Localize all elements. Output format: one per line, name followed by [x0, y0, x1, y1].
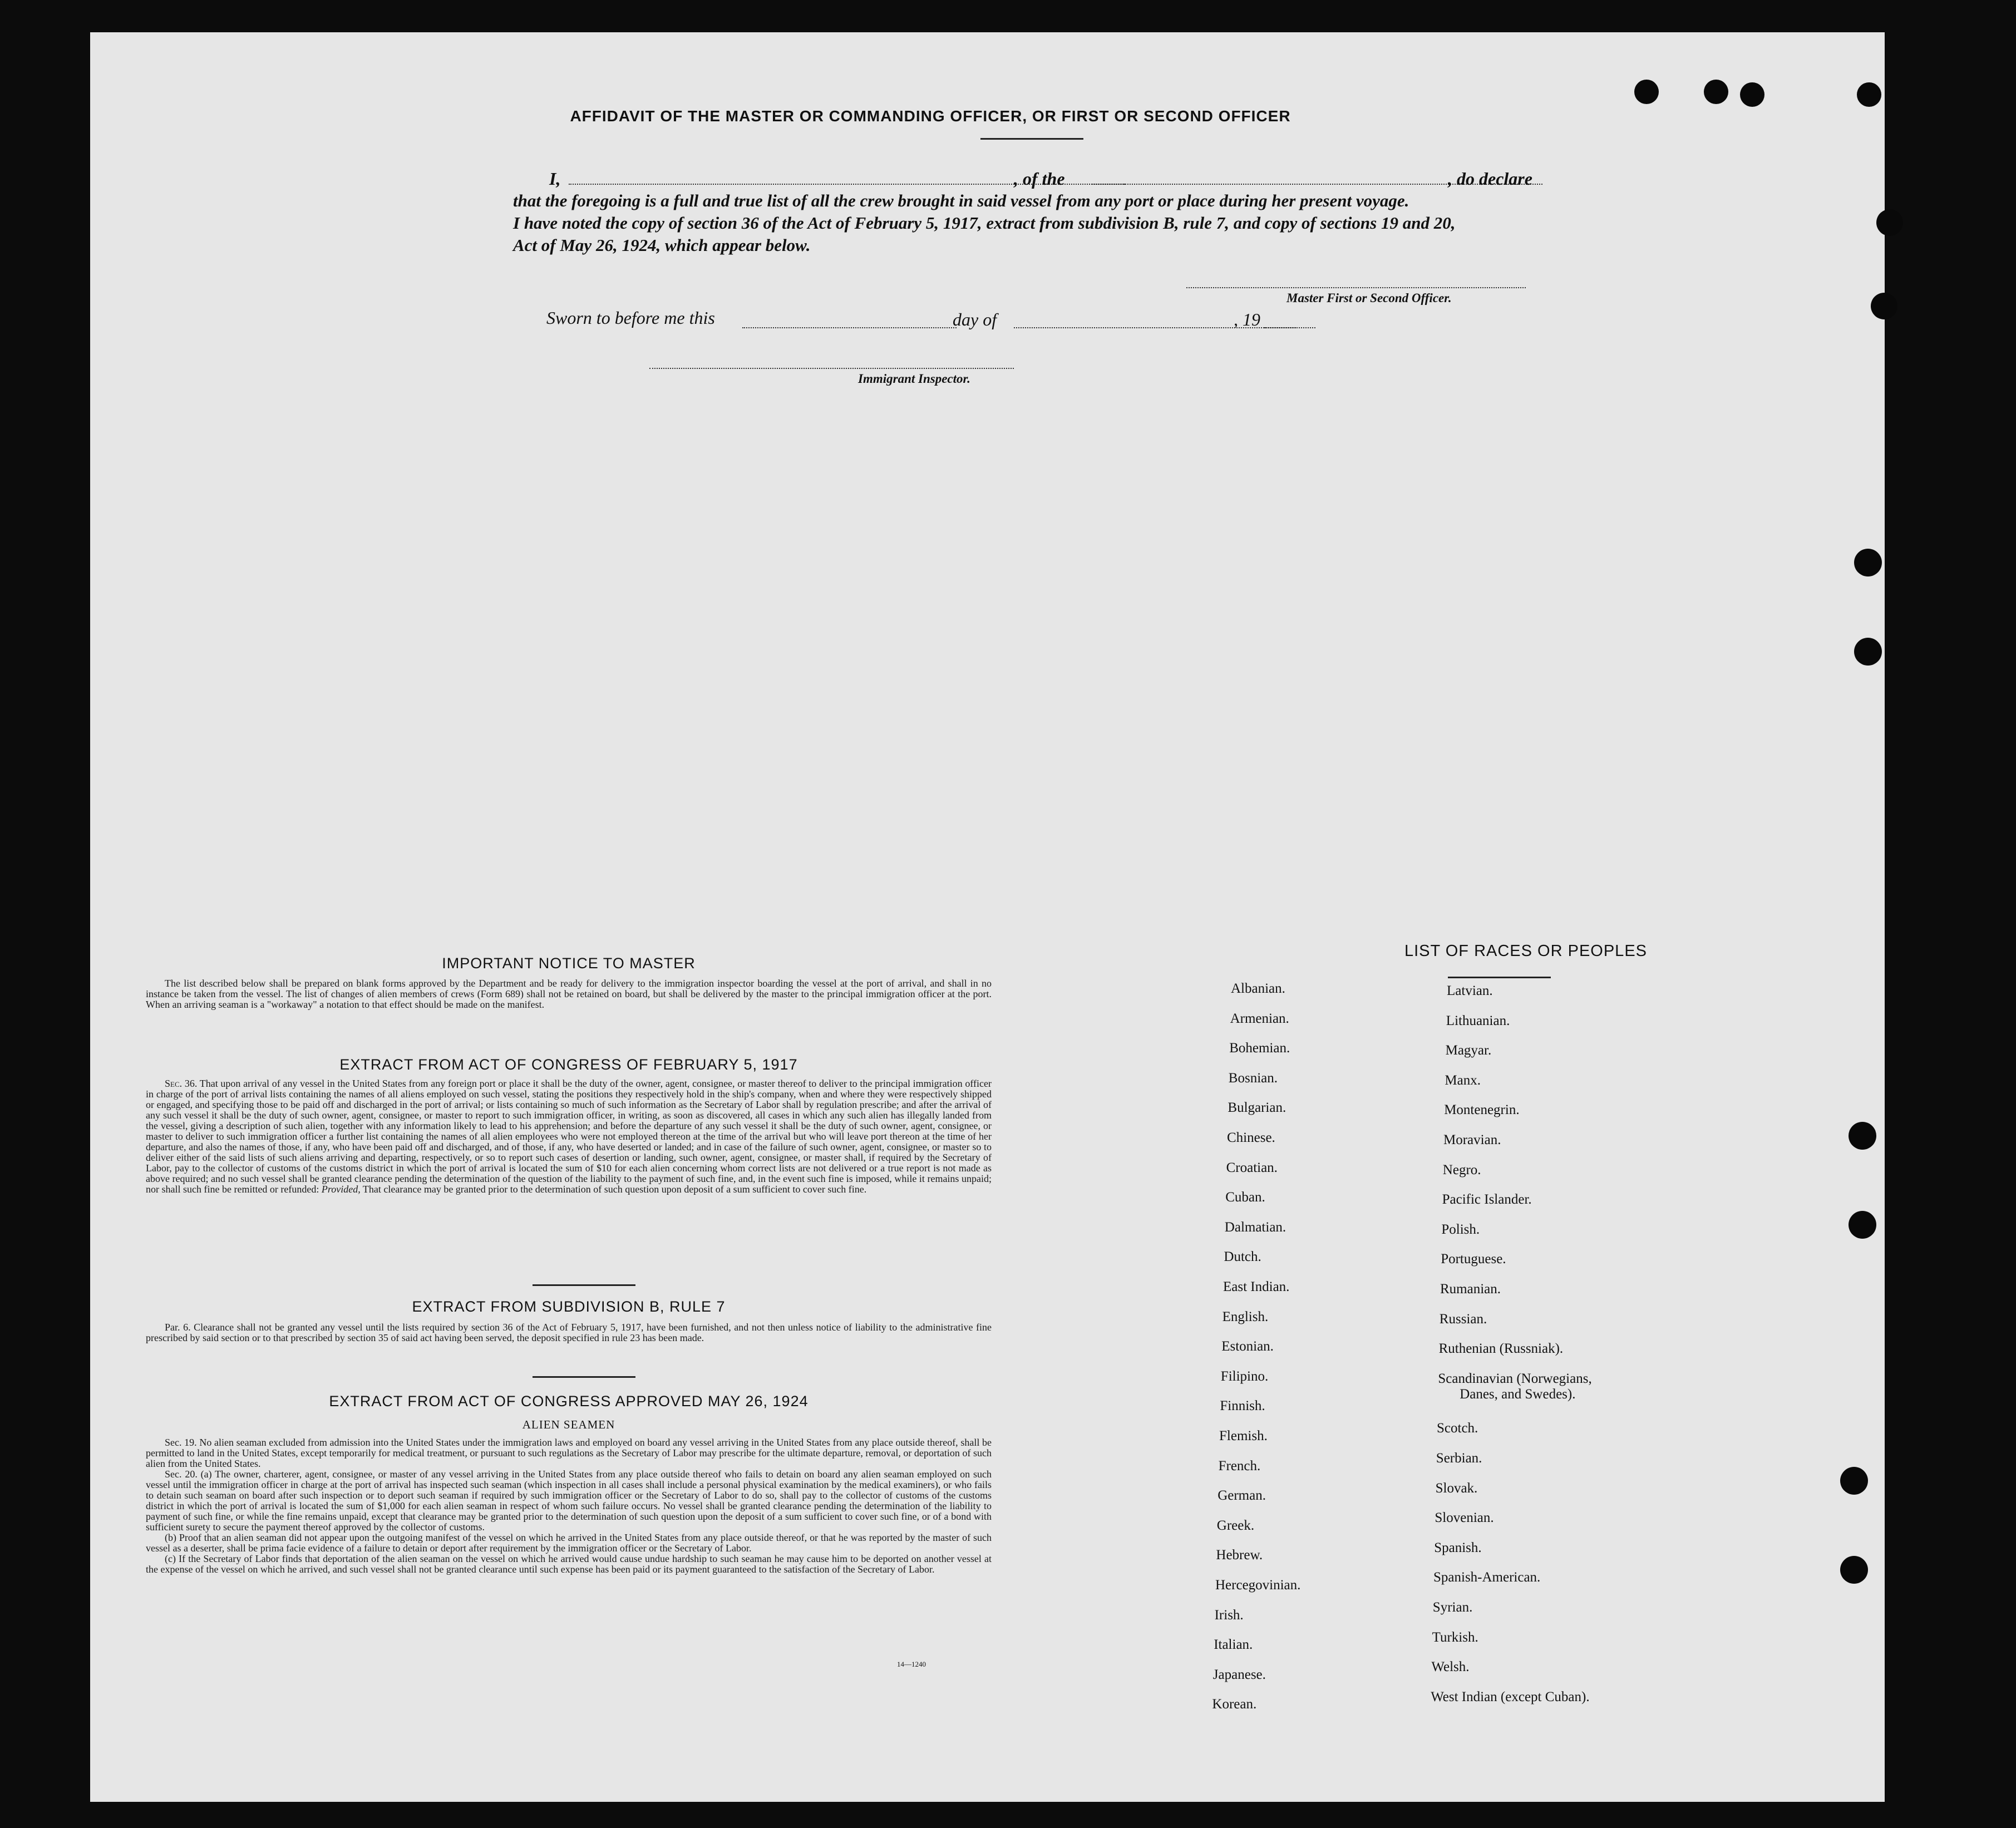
race-item: Welsh. [1431, 1659, 1470, 1675]
extract-1924-title: EXTRACT FROM ACT OF CONGRESS APPROVED MAY 26, 1924 [329, 1393, 809, 1410]
signature-line[interactable] [1186, 287, 1526, 288]
race-item: Scandinavian (Norwegians, [1438, 1371, 1592, 1386]
sec-19-paragraph: Sec. 19. No alien seaman excluded from admission into the United States under the immigration laws and employed on board any vessel arriving in the United States from any place outside thereof, shall be permitted to land in the United States, except temporarily for medical treatment, or pursuant to such regulations as the Secretary of Labor may prescribe for the ultimate departure, removal, or deportation of such alien from the United States. [146, 1437, 992, 1469]
sec-20b-paragraph: (b) Proof that an alien seaman did not appear upon the outgoing manifest of the vessel on which he arrived in the United States from any place outside thereof, or that he was reported by the master of such vessel as a deserter, shall be prima facie evidence of a failure to detain or deport after requirement by the immigration officer or the Secretary of Labor. [146, 1532, 992, 1554]
race-item: English. [1222, 1309, 1269, 1324]
race-item: Spanish-American. [1433, 1570, 1541, 1585]
race-item: Cuban. [1225, 1190, 1265, 1205]
affidavit-line-4: Act of May 26, 1924, which appear below. [513, 235, 811, 255]
race-item: West Indian (except Cuban). [1431, 1689, 1590, 1704]
race-item: Bosnian. [1228, 1070, 1278, 1086]
binder-hole [1854, 549, 1882, 577]
binder-hole [1871, 293, 1897, 319]
race-item: Hebrew. [1216, 1548, 1263, 1563]
race-item: Bohemian. [1229, 1041, 1290, 1056]
race-item: Turkish. [1432, 1629, 1478, 1645]
race-item: Finnish. [1220, 1398, 1265, 1414]
signature-caption: Master First or Second Officer. [1287, 291, 1452, 305]
sworn-day-line[interactable] [742, 327, 957, 328]
sec-20a-paragraph: Sec. 20. (a) The owner, charterer, agent, consignee, or master of any vessel arriving in the United States from any place outside thereof who fails to detain on board any alien seaman employed on such vessel until the immigration officer in charge at the port of arrival has inspected such seaman (which inspection in all cases shall include a personal physical examination by the medical examiners), or who fails to detain such seaman on board after such inspection or to deport such seaman if required by such immigration officer or the Secretary of Labor to do so, shall pay to the collector of customs of the customs district in which the port of arrival is located the sum of $1,000 for each alien seaman in respect of whom such failure occurs. No vessel shall be granted clearance pending the determination of the liability to payment of such fine, or while the fine remains unpaid, except that clearance may be granted prior to the determination of such question upon the deposit of a sum sufficient to cover such fine, or of a bond with sufficient surety to secure the payment thereof approved by the collector of customs. [146, 1469, 992, 1533]
race-item: Magyar. [1445, 1043, 1492, 1058]
binder-hole [1704, 80, 1728, 104]
race-item: Ruthenian (Russniak). [1438, 1341, 1564, 1357]
binder-hole [1740, 82, 1764, 107]
race-item: Spanish. [1434, 1540, 1482, 1555]
form-number: 14—1240 [897, 1660, 926, 1668]
binder-hole [1857, 82, 1881, 107]
race-item: Hercegovinian. [1215, 1578, 1301, 1593]
race-item: Estonian. [1221, 1339, 1274, 1354]
sec-36-tail: That clearance may be granted prior to the determination of such question upon deposit of a sum sufficient to cover such fine. [362, 1184, 867, 1195]
race-item: Pacific Islander. [1442, 1192, 1532, 1208]
sec-36-label: Sec. 36. [165, 1078, 198, 1089]
race-item: French. [1218, 1458, 1261, 1474]
document-page [90, 32, 1885, 1802]
race-item: Slovenian. [1435, 1510, 1494, 1526]
race-item: Scotch. [1437, 1421, 1478, 1436]
section-divider [533, 1376, 635, 1378]
race-item: Chinese. [1227, 1130, 1275, 1145]
race-item: Polish. [1441, 1221, 1480, 1237]
race-item: Dalmatian. [1224, 1219, 1287, 1235]
binder-hole [1849, 1122, 1876, 1150]
notice-paragraph: The list described below shall be prepared on blank forms approved by the Department and be ready for delivery to the immigration inspector boarding the vessel at the port of arrival, and shall in no instance be taken from the vessel. The list of changes of alien members of crews (Form 689) shall not be retained on board, but shall be delivered by the master to the principal immigration officer at the port. When an arriving seaman is a "workaway" a notation to that effect should be made on the manifest. [146, 978, 992, 1010]
race-item: Manx. [1445, 1072, 1481, 1088]
binder-hole [1876, 209, 1903, 236]
race-item: Russian. [1439, 1311, 1487, 1327]
race-item: Slovak. [1435, 1480, 1478, 1496]
affidavit-i-label: I, [549, 169, 561, 189]
race-item: Portuguese. [1441, 1251, 1506, 1267]
binder-hole [1840, 1467, 1868, 1495]
sworn-label: Sworn to before me this [546, 308, 715, 328]
rule-7-paragraph: Par. 6. Clearance shall not be granted any vessel until the lists required by section 36 of the Act of February 5, 1917, have been furnished, and not then unless notice of liability to the administrative fine prescribed by said section or to that prescribed by section 35 of said act having been served, the deposit specified in rule 23 has been made. [146, 1322, 992, 1343]
affidavit-title: AFFIDAVIT OF THE MASTER OR COMMANDING OFFICER, OR FIRST OR SECOND OFFICER [570, 107, 1291, 125]
race-item: Japanese. [1212, 1667, 1266, 1682]
race-item: Moravian. [1443, 1132, 1501, 1147]
notice-text [146, 978, 992, 1010]
race-item: Latvian. [1447, 983, 1493, 998]
extract-1917-title: EXTRACT FROM ACT OF CONGRESS OF FEBRUARY 5, 1917 [339, 1056, 798, 1073]
extract-1924-text [146, 1437, 992, 1575]
race-item: Syrian. [1432, 1600, 1473, 1615]
race-item: Negro. [1442, 1162, 1481, 1177]
inspector-caption: Immigrant Inspector. [858, 372, 970, 386]
binder-hole [1849, 1211, 1876, 1239]
rule-7-text [146, 1322, 992, 1343]
race-item: Korean. [1212, 1697, 1257, 1712]
notice-title: IMPORTANT NOTICE TO MASTER [442, 955, 696, 972]
race-item: Danes, and Swedes). [1460, 1386, 1576, 1402]
binder-hole [1840, 1556, 1868, 1584]
races-title-rule [1448, 977, 1551, 978]
binder-hole [1634, 80, 1659, 104]
race-item: Armenian. [1230, 1011, 1289, 1026]
year-prefix-label: , 19 [1234, 309, 1260, 329]
binder-hole [1854, 638, 1882, 666]
race-item: Bulgarian. [1228, 1100, 1287, 1116]
inspector-signature-line[interactable] [649, 368, 1014, 369]
sec-36-paragraph [146, 1078, 992, 1195]
of-the-label: , of the [1014, 169, 1065, 189]
title-rule [980, 138, 1083, 140]
sworn-year-line[interactable] [1264, 327, 1298, 328]
day-of-label: day of [953, 309, 997, 329]
provided-word: Provided, [321, 1184, 361, 1195]
sec-36-body: That upon arrival of any vessel in the United States from any foreign port or place it shall be the duty of the owner, agent, consignee, or master thereof to deliver to the principal immigration officer in charge of the port of arrival lists containing the names of all aliens employed on such vessel, stating the positions they respectively hold in the ship's company, when and where they were respectively shipped or engaged, and specifying those to be paid off and discharged in the port of arrival; or lists containing so much of such information as the Secretary of Labor shall by regulation prescribe; and after the arrival of any such vessel it shall be the duty of such owner, agent, consignee, or master to report to such immigration officer, in writing, as soon as discovered, all cases in which any such alien has illegally landed from the vessel, giving a description of such alien, together with any information likely to lead to his apprehension; and before the departure of any such vessel it shall be the duty of such owner, agent, consignee, or master to deliver to such immigration officer a further list containing the names of all alien employees who were not employed thereon at the time of the arrival but who will leave port thereon at the time of her departure, and also the names of those, if any, who have been paid off and discharged, and of those, if any, who have deserted or landed; and in case of the failure of such owner, agent, consignee, or master so to deliver either of the said lists of such aliens arriving and departing, respectively, or so to report such cases of desertion or landing, such owner, agent, consignee, or master shall, if required by the Secretary of Labor, pay to the collector of customs of the customs district in which the port of arrival is located the sum of $10 for each alien concerning whom correct lists are not delivered or a true report is not made as above required; and no such vessel shall be granted clearance pending the determination of the question of the liability to the payment of such fine, and, in the event such fine is imposed, while it remains unpaid; nor shall such fine be remitted or refunded: [146, 1078, 992, 1195]
race-item: Italian. [1214, 1637, 1253, 1653]
race-item: Croatian. [1226, 1160, 1278, 1175]
race-item: Rumanian. [1440, 1282, 1501, 1297]
do-declare-label: , do declare [1448, 169, 1532, 189]
races-title: LIST OF RACES OR PEOPLES [1404, 942, 1648, 960]
extract-1917-text [146, 1078, 992, 1195]
race-item: Albanian. [1231, 981, 1285, 996]
race-item: Filipino. [1220, 1368, 1269, 1384]
alien-seamen-subtitle: ALIEN SEAMEN [522, 1418, 615, 1431]
race-item: Irish. [1214, 1607, 1244, 1623]
rule-7-title: EXTRACT FROM SUBDIVISION B, RULE 7 [412, 1298, 726, 1315]
affidavit-line-2: that the foregoing is a full and true list of all the crew brought in said vessel from any port or place during her present voyage. [513, 191, 1409, 210]
sec-20c-paragraph: (c) If the Secretary of Labor finds that deportation of the alien seaman on the vessel on which he arrived would cause undue hardship to such seaman he may cause him to be deported on another vessel at the expense of the vessel on which he arrived, and such vessel shall not be granted clearance until such expense has been paid or its payment guaranteed to the satisfaction of the Secretary of Labor. [146, 1553, 992, 1575]
race-item: East Indian. [1223, 1279, 1290, 1294]
race-item: German. [1218, 1488, 1266, 1504]
race-item: Flemish. [1219, 1428, 1268, 1443]
race-item: Montenegrin. [1444, 1102, 1520, 1118]
section-divider [533, 1284, 635, 1286]
race-item: Lithuanian. [1446, 1013, 1510, 1028]
race-item: Serbian. [1436, 1451, 1482, 1466]
race-item: Dutch. [1224, 1249, 1261, 1265]
race-item: Greek. [1216, 1517, 1255, 1533]
affidavit-line-3: I have noted the copy of section 36 of the Act of February 5, 1917, extract from subdivision B, rule 7, and copy of sections 19 and 20, [513, 213, 1456, 233]
